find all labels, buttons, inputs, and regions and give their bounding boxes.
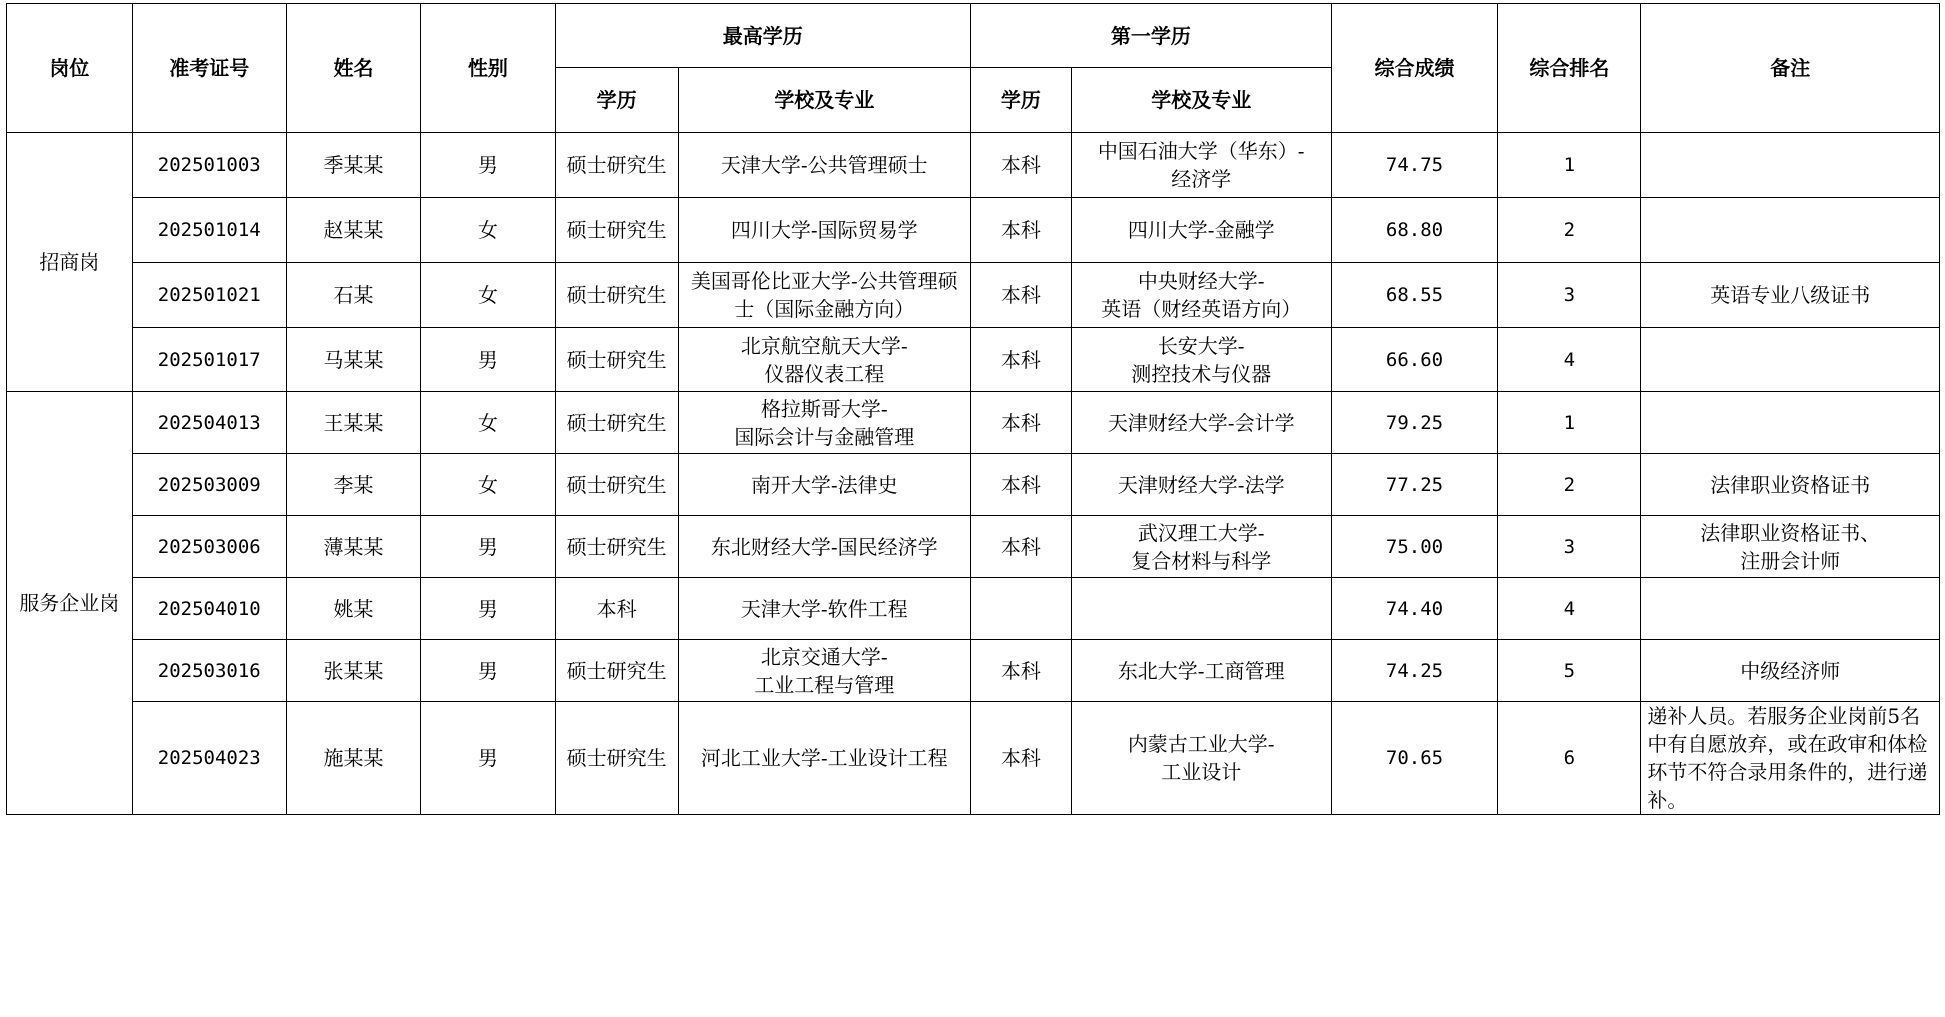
exam-no-cell: 202501021	[132, 263, 286, 328]
name-cell: 张某某	[286, 640, 420, 702]
score-cell: 68.80	[1331, 198, 1498, 263]
header-high-degree: 学历	[555, 68, 678, 133]
position-cell: 服务企业岗	[7, 392, 133, 815]
name-cell: 季某某	[286, 133, 420, 198]
name-cell: 薄某某	[286, 516, 420, 578]
header-first-degree: 学历	[970, 68, 1071, 133]
rank-cell: 1	[1498, 392, 1641, 454]
name-cell: 马某某	[286, 328, 420, 392]
first-degree-cell: 本科	[970, 198, 1071, 263]
high-school-line: 工业工程与管理	[754, 672, 895, 697]
rank-cell: 3	[1498, 516, 1641, 578]
gender-cell: 男	[421, 578, 555, 640]
high-school-cell	[678, 328, 970, 392]
score-cell: 74.75	[1331, 133, 1498, 198]
header-position: 岗位	[7, 4, 133, 133]
table-row	[7, 198, 1940, 263]
score-cell: 66.60	[1331, 328, 1498, 392]
first-school-cell	[1071, 392, 1331, 454]
name-cell: 王某某	[286, 392, 420, 454]
exam-no-cell: 202503009	[132, 454, 286, 516]
high-school-cell	[678, 454, 970, 516]
rank-cell: 5	[1498, 640, 1641, 702]
exam-no-cell: 202504013	[132, 392, 286, 454]
header-high-school: 学校及专业	[678, 68, 970, 133]
table-header	[7, 4, 1940, 133]
header-score: 综合成绩	[1331, 4, 1498, 133]
high-school-cell	[678, 702, 970, 815]
header-highest-edu: 最高学历	[555, 4, 970, 68]
table-row	[7, 702, 1940, 815]
gender-cell: 男	[421, 516, 555, 578]
high-school-cell	[678, 516, 970, 578]
table-row	[7, 263, 1940, 328]
remarks-cell	[1641, 454, 1940, 516]
score-cell: 74.25	[1331, 640, 1498, 702]
table-row	[7, 133, 1940, 198]
high-degree-cell: 硕士研究生	[555, 702, 678, 815]
gender-cell: 女	[421, 392, 555, 454]
first-school-line: 复合材料与科学	[1131, 548, 1272, 573]
high-school-line: 四川大学-国际贸易学	[730, 218, 918, 242]
score-cell: 68.55	[1331, 263, 1498, 328]
remarks-line: 中级经济师	[1740, 658, 1841, 683]
score-cell: 77.25	[1331, 454, 1498, 516]
score-cell: 74.40	[1331, 578, 1498, 640]
first-degree-cell: 本科	[970, 263, 1071, 328]
header-exam-no: 准考证号	[132, 4, 286, 133]
gender-cell: 男	[421, 640, 555, 702]
first-degree-cell: 本科	[970, 640, 1071, 702]
remarks-cell	[1641, 263, 1940, 328]
high-school-line: 仪器仪表工程	[764, 361, 885, 386]
high-degree-cell: 硕士研究生	[555, 133, 678, 198]
table-row	[7, 328, 1940, 392]
first-school-line: 测控技术与仪器	[1131, 361, 1272, 386]
first-school-line: 四川大学-金融学	[1127, 218, 1275, 242]
first-degree-cell: 本科	[970, 328, 1071, 392]
first-school-line: 天津财经大学-法学	[1117, 472, 1285, 497]
table-row	[7, 578, 1940, 640]
first-school-line: 中国石油大学（华东）-	[1097, 139, 1305, 163]
rank-cell: 4	[1498, 578, 1641, 640]
high-school-cell	[678, 198, 970, 263]
remarks-line: 英语专业八级证书	[1710, 283, 1871, 307]
high-school-cell	[678, 578, 970, 640]
name-cell: 赵某某	[286, 198, 420, 263]
remarks-cell	[1641, 133, 1940, 198]
score-cell: 79.25	[1331, 392, 1498, 454]
header-name: 姓名	[286, 4, 420, 133]
remarks-line: 法律职业资格证书、	[1700, 520, 1881, 545]
rank-cell: 4	[1498, 328, 1641, 392]
first-school-cell	[1071, 640, 1331, 702]
first-school-line: 武汉理工大学-	[1137, 520, 1265, 545]
remarks-cell	[1641, 328, 1940, 392]
high-school-line: 美国哥伦比亚大学-公共管理硕	[690, 269, 958, 293]
first-school-line: 英语（财经英语方向）	[1101, 297, 1302, 321]
rank-cell: 2	[1498, 454, 1641, 516]
header-first-school: 学校及专业	[1071, 68, 1331, 133]
first-school-cell	[1071, 702, 1331, 815]
high-school-line: 士（国际金融方向）	[734, 297, 915, 321]
name-cell: 施某某	[286, 702, 420, 815]
header-first-edu: 第一学历	[970, 4, 1331, 68]
first-degree-cell: 本科	[970, 454, 1071, 516]
remarks-cell	[1641, 702, 1940, 815]
score-cell: 75.00	[1331, 516, 1498, 578]
high-degree-cell: 本科	[555, 578, 678, 640]
high-degree-cell: 硕士研究生	[555, 198, 678, 263]
rank-cell: 3	[1498, 263, 1641, 328]
remarks-line: 递补人员。若服务企业岗前5名中有自愿放弃，或在政审和体检环节不符合录用条件的，进行递补。	[1647, 704, 1928, 812]
table-row	[7, 454, 1940, 516]
first-school-line: 东北大学-工商管理	[1117, 658, 1285, 683]
exam-no-cell: 202501017	[132, 328, 286, 392]
table-row	[7, 516, 1940, 578]
exam-no-cell: 202503006	[132, 516, 286, 578]
high-school-line: 格拉斯哥大学-	[760, 396, 888, 421]
high-school-cell	[678, 133, 970, 198]
high-degree-cell: 硕士研究生	[555, 454, 678, 516]
first-school-line: 长安大学-	[1157, 333, 1245, 358]
exam-no-cell: 202501003	[132, 133, 286, 198]
rank-cell: 2	[1498, 198, 1641, 263]
exam-no-cell: 202501014	[132, 198, 286, 263]
first-school-cell	[1071, 198, 1331, 263]
high-degree-cell: 硕士研究生	[555, 392, 678, 454]
gender-cell: 女	[421, 263, 555, 328]
high-degree-cell: 硕士研究生	[555, 263, 678, 328]
first-school-cell	[1071, 454, 1331, 516]
remarks-cell	[1641, 640, 1940, 702]
rank-cell: 6	[1498, 702, 1641, 815]
remarks-cell	[1641, 578, 1940, 640]
position-cell: 招商岗	[7, 133, 133, 392]
first-degree-cell: 本科	[970, 133, 1071, 198]
high-school-line: 天津大学-软件工程	[740, 596, 908, 621]
first-school-line: 天津财经大学-会计学	[1107, 410, 1295, 435]
first-school-line: 中央财经大学-	[1137, 269, 1265, 293]
name-cell: 姚某	[286, 578, 420, 640]
high-school-line: 南开大学-法律史	[750, 472, 898, 497]
first-school-cell	[1071, 516, 1331, 578]
first-school-cell	[1071, 133, 1331, 198]
exam-no-cell: 202504010	[132, 578, 286, 640]
results-table	[6, 3, 1940, 815]
first-school-cell	[1071, 328, 1331, 392]
first-school-line: 工业设计	[1161, 760, 1242, 784]
table-row	[7, 640, 1940, 702]
remarks-cell	[1641, 516, 1940, 578]
header-rank: 综合排名	[1498, 4, 1641, 133]
first-degree-cell: 本科	[970, 392, 1071, 454]
score-cell: 70.65	[1331, 702, 1498, 815]
first-school-line: 经济学	[1171, 167, 1232, 191]
high-school-line: 东北财经大学-国民经济学	[710, 534, 938, 559]
remarks-cell	[1641, 392, 1940, 454]
table-body	[7, 133, 1940, 815]
gender-cell: 女	[421, 454, 555, 516]
high-school-line: 天津大学-公共管理硕士	[720, 153, 928, 177]
gender-cell: 男	[421, 328, 555, 392]
high-degree-cell: 硕士研究生	[555, 640, 678, 702]
gender-cell: 男	[421, 702, 555, 815]
name-cell: 李某	[286, 454, 420, 516]
first-school-cell	[1071, 578, 1331, 640]
gender-cell: 女	[421, 198, 555, 263]
first-degree-cell: 本科	[970, 516, 1071, 578]
first-degree-cell	[970, 578, 1071, 640]
exam-no-cell: 202504023	[132, 702, 286, 815]
high-school-cell	[678, 263, 970, 328]
remarks-line: 法律职业资格证书	[1710, 472, 1871, 497]
high-school-line: 北京交通大学-	[760, 644, 888, 669]
gender-cell: 男	[421, 133, 555, 198]
first-school-cell	[1071, 263, 1331, 328]
first-school-line: 内蒙古工业大学-	[1127, 732, 1275, 756]
exam-no-cell: 202503016	[132, 640, 286, 702]
remarks-cell	[1641, 198, 1940, 263]
high-degree-cell: 硕士研究生	[555, 516, 678, 578]
first-degree-cell: 本科	[970, 702, 1071, 815]
header-remarks: 备注	[1641, 4, 1940, 133]
high-school-line: 北京航空航天大学-	[740, 333, 908, 358]
high-school-line: 河北工业大学-工业设计工程	[700, 746, 948, 770]
name-cell: 石某	[286, 263, 420, 328]
high-school-line: 国际会计与金融管理	[734, 424, 915, 449]
rank-cell: 1	[1498, 133, 1641, 198]
high-degree-cell: 硕士研究生	[555, 328, 678, 392]
header-gender: 性别	[421, 4, 555, 133]
high-school-cell	[678, 392, 970, 454]
table-row	[7, 392, 1940, 454]
remarks-line: 注册会计师	[1740, 548, 1841, 573]
high-school-cell	[678, 640, 970, 702]
